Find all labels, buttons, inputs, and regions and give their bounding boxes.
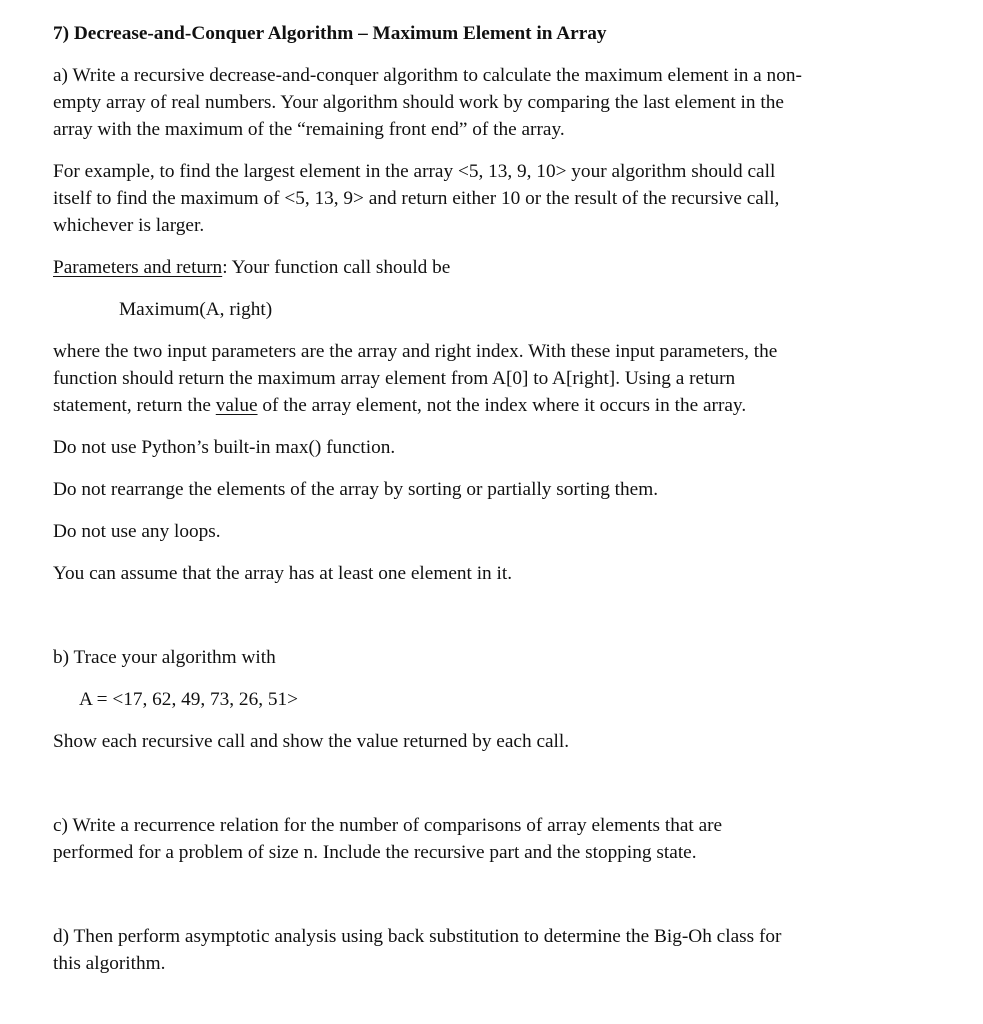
rule-no-max: Do not use Python’s built-in max() function. bbox=[53, 437, 396, 458]
parameters-line bbox=[53, 254, 450, 281]
where-line-3-start: statement, return the bbox=[53, 395, 216, 416]
question-title: 7) Decrease-and-Conquer Algorithm – Maximum Element in Array bbox=[53, 23, 607, 44]
rule-nonempty: You can assume that the array has at least one element in it. bbox=[53, 563, 513, 584]
part-b-heading: b) Trace your algorithm with bbox=[53, 647, 276, 668]
value-emphasis: value bbox=[215, 395, 258, 416]
part-a-intro-line-2: empty array of real numbers. Your algorithm should work by comparing the last element in the bbox=[53, 92, 784, 113]
part-a-intro-line-1: a) Write a recursive decrease-and-conquer algorithm to calculate the maximum element in a non- bbox=[53, 65, 802, 86]
part-d-line-2: this algorithm. bbox=[53, 953, 166, 974]
part-a-intro-line-3: array with the maximum of the “remaining front end” of the array. bbox=[53, 119, 565, 140]
where-line-2: function should return the maximum array element from A[0] to A[right]. Using a return bbox=[53, 368, 736, 389]
where-line-1: where the two input parameters are the array and right index. With these input parameters, the bbox=[53, 341, 778, 362]
parameters-text: : Your function call should be bbox=[222, 257, 451, 278]
part-b-instructions: Show each recursive call and show the value returned by each call. bbox=[53, 731, 570, 752]
rule-no-sorting: Do not rearrange the elements of the array by sorting or partially sorting them. bbox=[53, 479, 659, 500]
parameters-label: Parameters and return bbox=[53, 257, 223, 278]
example-line-3: whichever is larger. bbox=[53, 215, 205, 236]
part-c-line-1: c) Write a recurrence relation for the number of comparisons of array elements that are bbox=[53, 815, 723, 836]
call-signature: Maximum(A, right) bbox=[119, 299, 273, 320]
part-d-line-1: d) Then perform asymptotic analysis using back substitution to determine the Big-Oh class for bbox=[53, 926, 782, 947]
part-c-line-2: performed for a problem of size n. Include the recursive part and the stopping state. bbox=[53, 842, 697, 863]
example-line-2: itself to find the maximum of <5, 13, 9> and return either 10 or the result of the recursive call, bbox=[53, 188, 780, 209]
rule-no-loops: Do not use any loops. bbox=[53, 521, 221, 542]
example-line-1: For example, to find the largest element in the array <5, 13, 9, 10> your algorithm should call bbox=[53, 161, 776, 182]
where-line-3 bbox=[53, 392, 746, 419]
part-b-array: A = <17, 62, 49, 73, 26, 51> bbox=[79, 689, 299, 710]
where-line-3-end: of the array element, not the index where it occurs in the array. bbox=[257, 395, 747, 416]
